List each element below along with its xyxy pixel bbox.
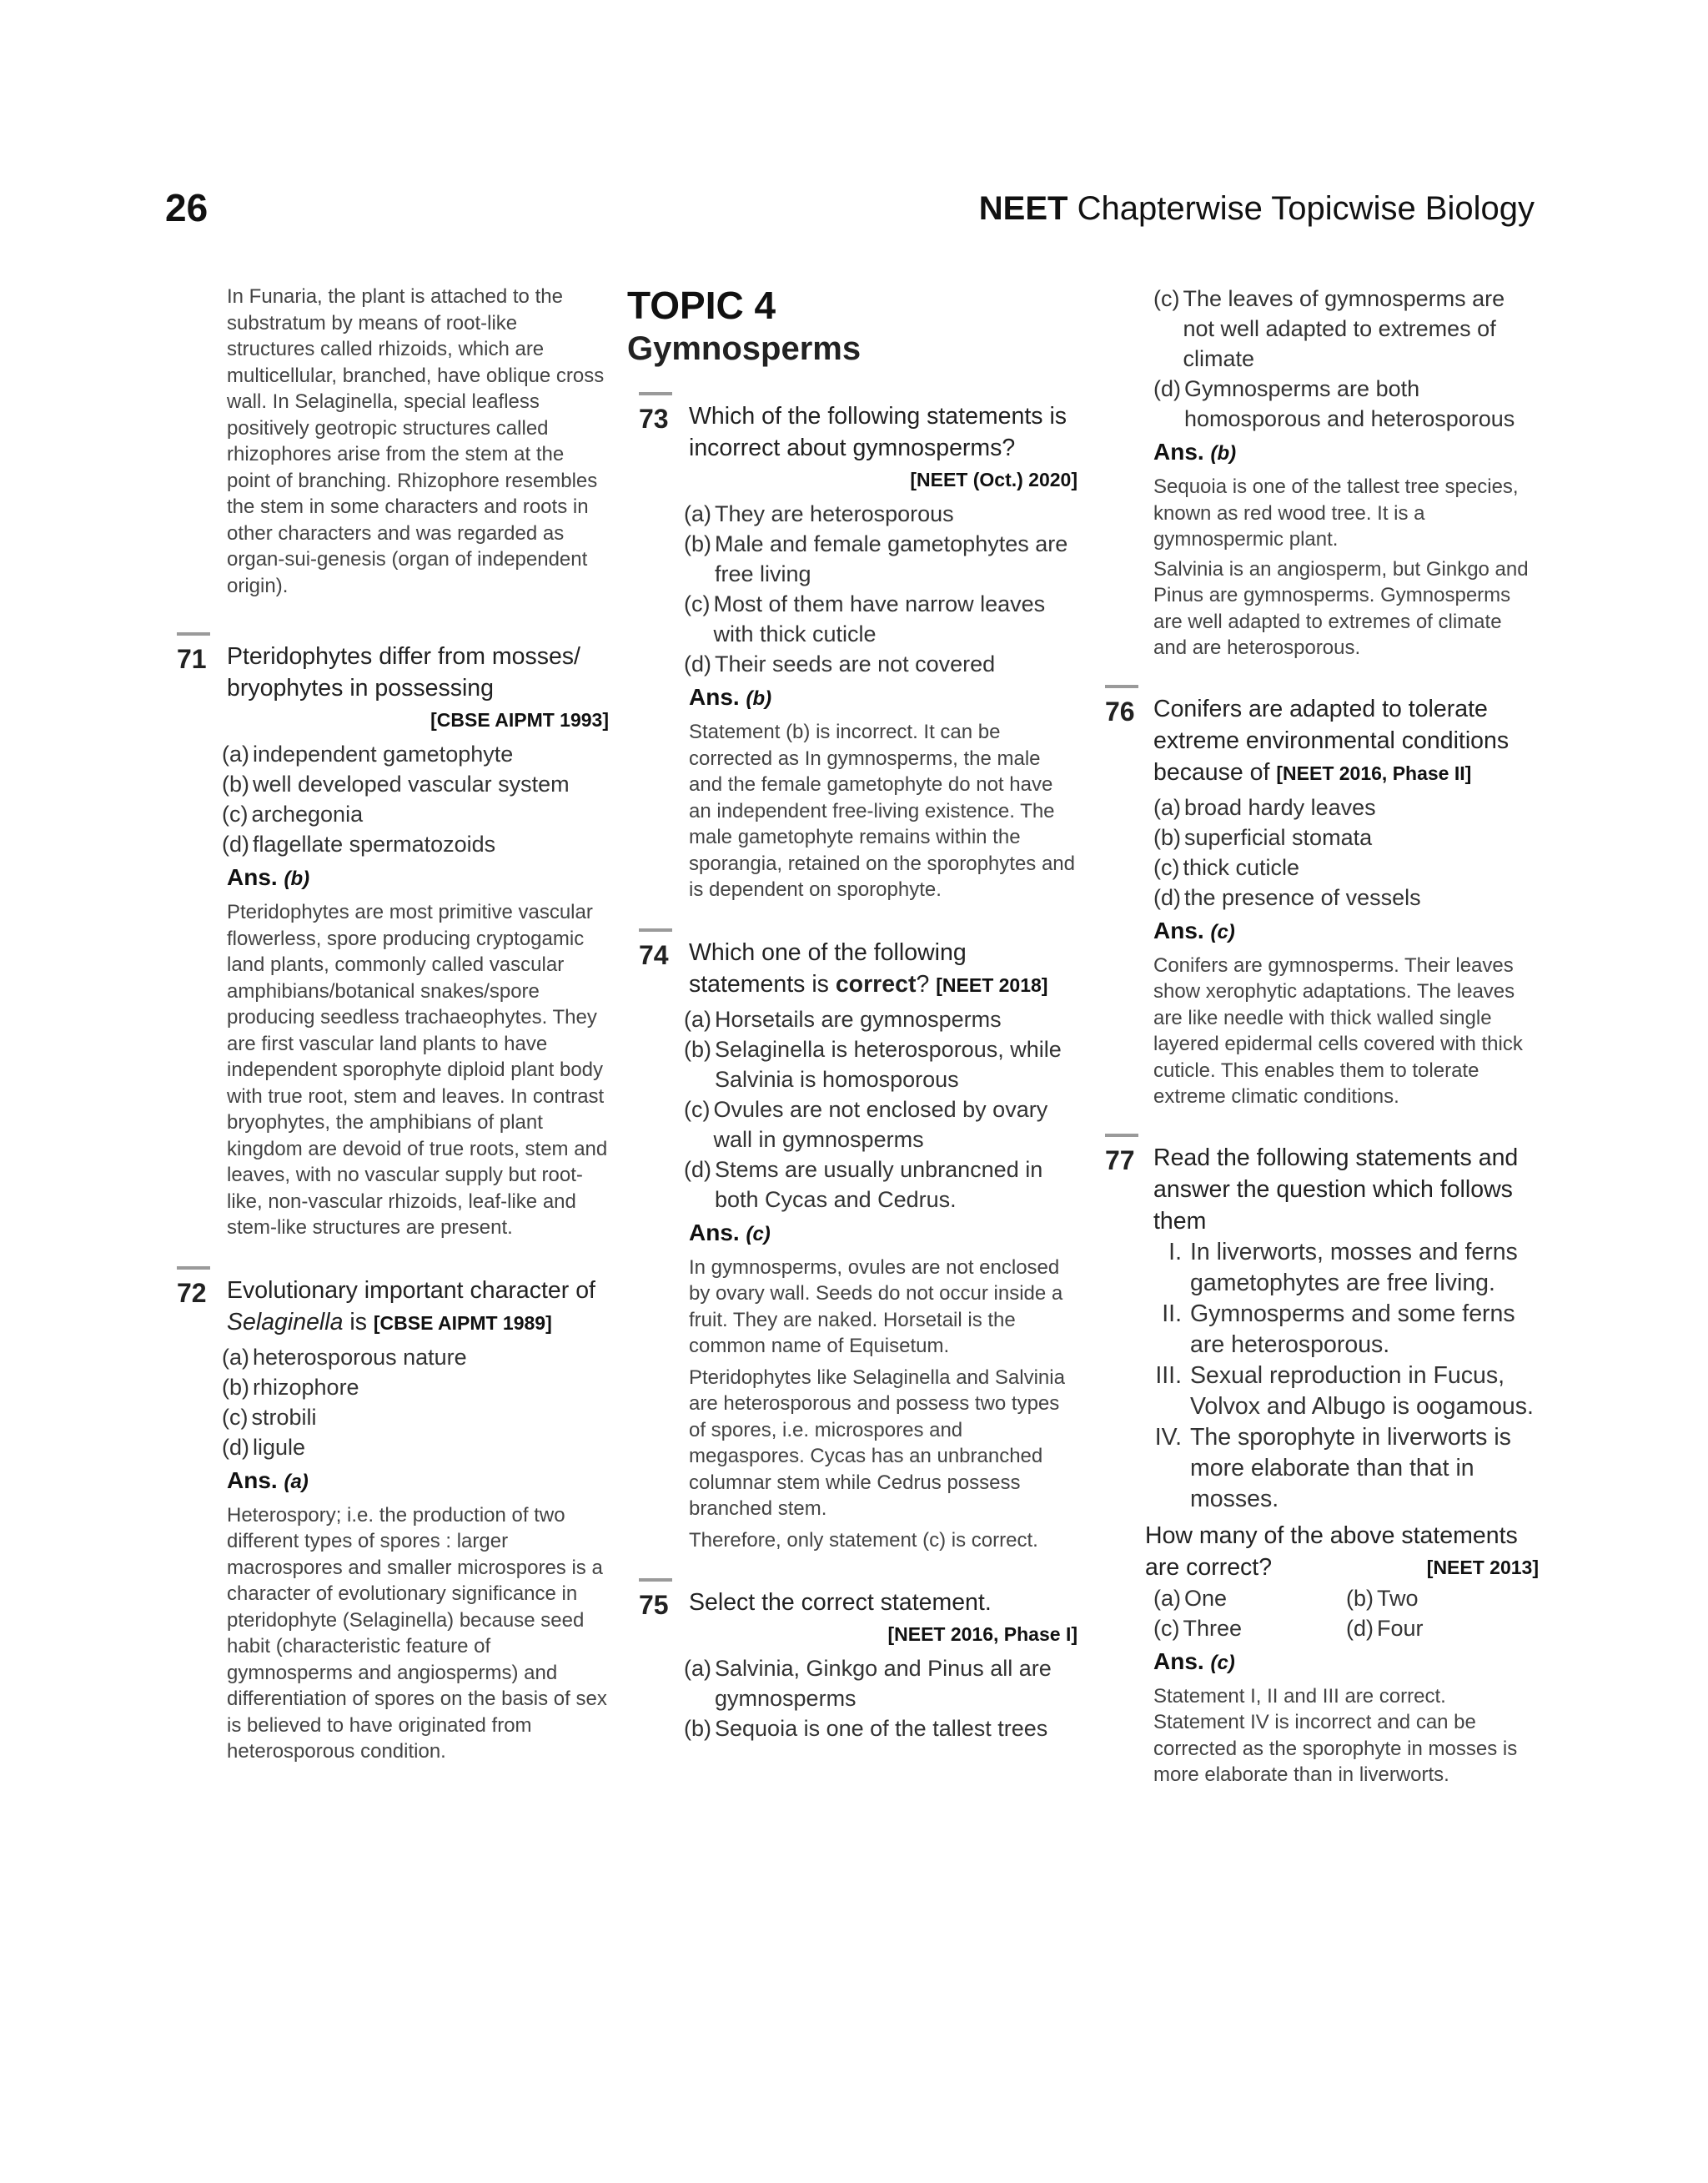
option-c: [222, 799, 609, 829]
option-label: (b): [684, 531, 711, 556]
option-d: [1153, 374, 1539, 434]
option-text: independent gametophyte: [253, 742, 514, 767]
question-text-body: Conifers are adapted to tolerate extreme environmental conditions because of: [1153, 695, 1510, 786]
option-d: [1153, 883, 1539, 913]
option-b: [684, 1713, 1078, 1743]
answer-explanation-3: Therefore, only statement (c) is correct.: [689, 1528, 1038, 1552]
question-text: [1153, 685, 1539, 789]
option-label: (b): [684, 1036, 711, 1062]
answer: [1153, 918, 1539, 944]
question-text: [689, 928, 1078, 1001]
option-a: [684, 499, 1078, 529]
topic-subtitle: Gymnosperms: [627, 330, 862, 367]
answer-label: Ans.: [1153, 1647, 1204, 1674]
option-a: [684, 1004, 1078, 1034]
option-b: [222, 1372, 609, 1402]
option-b: [684, 529, 1078, 589]
question-77: [1105, 1134, 1539, 1788]
question-prompt: [1145, 1515, 1539, 1583]
option-label: (a): [222, 742, 249, 767]
option-c: [1153, 284, 1539, 374]
intro-explanation: In Funaria, the plant is attached to the substratum by means of root-like structures called rhizoids, which are multicellular, branched, have oblique cross wall. In Selaginella, special leafless positively geotropic structures called rhizophores arise from the stem at the point of branching. Rhizophore resembles the stem in some characters and roots in other characters and was regarded as organ-sui-genesis (organ of independent origin).: [227, 285, 605, 597]
option-b: [1153, 822, 1539, 853]
option-a: [1153, 792, 1539, 822]
question-75: [627, 1578, 1078, 1743]
answer-explanation: Heterospory; i.e. the production of two different types of spores : larger macrospores and smaller microspores is a character of evolutionary significance in pteridophyte (Selaginella) because seed habit (characteristic feature of gymnosperms and angiosperms) and differentiation of spores on the basis of sex is believed to have originated from heterosporous condition.: [227, 1503, 607, 1763]
statement-text: Gymnosperms and some ferns are heterosporous.: [1190, 1300, 1515, 1358]
statement-text: In liverworts, mosses and ferns gametophytes are free living.: [1190, 1238, 1518, 1296]
statement-1: [1138, 1237, 1539, 1299]
option-a: [222, 1342, 609, 1372]
statement-3: [1138, 1361, 1539, 1422]
topic-title: TOPIC 4: [627, 284, 776, 327]
option-text: Horsetails are gymnosperms: [715, 1006, 1002, 1032]
option-text: archegonia: [251, 802, 364, 827]
option-label: (d): [684, 651, 711, 677]
question-number: 71: [177, 644, 207, 674]
options: [684, 1653, 1078, 1743]
option-text: The leaves of gymnosperms are not well adapted to extremes of climate: [1183, 286, 1505, 371]
question-source: [NEET 2016, Phase II]: [1276, 762, 1472, 784]
options: [1153, 284, 1539, 434]
question-number: 77: [1105, 1144, 1135, 1175]
options: [1153, 1583, 1539, 1643]
option-text: flagellate spermatozoids: [253, 832, 496, 857]
question-text: [227, 632, 609, 736]
option-label: (b): [222, 1374, 249, 1400]
option-text: One: [1184, 1585, 1228, 1611]
answer-value: (c): [1210, 920, 1235, 943]
option-text: strobili: [251, 1404, 317, 1430]
middle-column: [627, 284, 1078, 1743]
option-label: (c): [1153, 286, 1180, 311]
question-number: 73: [639, 404, 669, 434]
option-label: (a): [684, 1006, 711, 1032]
option-d: [1346, 1613, 1539, 1643]
option-text: broad hardy leaves: [1184, 794, 1376, 820]
option-a: [222, 739, 609, 769]
answer: [1153, 439, 1539, 465]
option-label: (d): [1153, 884, 1181, 910]
option-text: Ovules are not enclosed by ovary wall in gymnosperms: [713, 1096, 1048, 1152]
option-label: (d): [222, 1434, 249, 1460]
option-text: Two: [1377, 1585, 1419, 1611]
statement-text: Sexual reproduction in Fucus, Volvox and Albugo is oogamous.: [1190, 1361, 1534, 1420]
option-label: (b): [1346, 1585, 1374, 1611]
statement-4: [1138, 1422, 1539, 1515]
option-label: (a): [1153, 794, 1181, 820]
question-text-a: Evolutionary important character of: [227, 1276, 595, 1304]
option-label: (d): [1346, 1615, 1374, 1641]
option-text: Most of them have narrow leaves with thick cuticle: [713, 591, 1046, 646]
statement-text: The sporophyte in liverworts is more elaborate than that in mosses.: [1190, 1423, 1511, 1512]
option-label: (c): [222, 1404, 249, 1430]
statement-list: [1138, 1237, 1539, 1515]
option-text: Sequoia is one of the tallest trees: [715, 1716, 1048, 1741]
answer-value: (c): [1210, 1651, 1235, 1674]
option-label: (c): [1153, 1615, 1180, 1641]
question-source: [NEET 2016, Phase I]: [887, 1623, 1078, 1645]
option-label: (c): [1153, 854, 1180, 880]
answer-explanation: Conifers are gymnosperms. Their leaves show xerophytic adaptations. The leaves are like needle with thick walled single layered epidermal cells covered with thick cuticle. This enables them to tolerate extreme climatic conditions.: [1153, 953, 1523, 1108]
answer-explanation: Statement I, II and III are correct. Statement IV is incorrect and can be corrected as the sporophyte in mosses is more elaborate than in liverworts.: [1153, 1684, 1518, 1786]
answer-explanation-2: Pteridophytes like Selaginella and Salvinia are heterosporous and possess two types of spores, i.e. microspores and megaspores. Cycas has an unbranched columnar stem while Cedrus possess branched stem.: [689, 1366, 1065, 1520]
running-head-bold: NEET: [978, 190, 1068, 227]
question-source: [CBSE AIPMT 1993]: [430, 709, 609, 731]
option-label: (a): [684, 1656, 711, 1681]
question-76: [1105, 685, 1539, 1110]
question-73: [627, 392, 1078, 903]
option-text: Male and female gametophytes are free living: [715, 531, 1068, 586]
option-text: Salvinia, Ginkgo and Pinus all are gymnosperms: [715, 1656, 1052, 1711]
option-a: [1153, 1583, 1346, 1613]
question-text-body: Select the correct statement.: [689, 1589, 992, 1616]
option-text: Three: [1183, 1615, 1243, 1641]
right-column: [1105, 284, 1539, 1788]
answer-explanation-1: In gymnosperms, ovules are not enclosed by ovary wall. Seeds do not occur inside a fruit. They are naked. Horsetail is the common name of Equisetum.: [689, 1255, 1063, 1357]
option-b: [222, 769, 609, 799]
question-bar: [177, 1266, 210, 1270]
option-text: thick cuticle: [1183, 854, 1300, 880]
option-text: Selaginella is heterosporous, while Salvinia is homosporous: [715, 1036, 1062, 1092]
option-text: Stems are usually unbrancned in both Cycas and Cedrus.: [715, 1156, 1043, 1212]
options: [1153, 792, 1539, 913]
page-number: 26: [165, 186, 208, 229]
option-a: [684, 1653, 1078, 1713]
left-column: [165, 284, 609, 1765]
option-c: [684, 589, 1078, 649]
question-text-body: Which of the following statements is incorrect about gymnosperms?: [689, 403, 1068, 461]
answer-label: Ans.: [689, 1219, 740, 1245]
answer-label: Ans.: [689, 684, 740, 710]
option-label: (d): [1153, 376, 1181, 401]
answer-explanation-2: Salvinia is an angiosperm, but Ginkgo and Pinus are gymnosperms. Gymnosperms are well adapted to extremes of climate and are heterosporous.: [1153, 557, 1529, 659]
question-text-bold: correct: [835, 970, 917, 998]
question-bar: [639, 392, 672, 395]
question-source: [NEET (Oct.) 2020]: [910, 469, 1078, 490]
option-b: [1346, 1583, 1539, 1613]
option-label: (c): [222, 802, 249, 827]
option-c: [684, 1094, 1078, 1154]
answer-explanation: Statement (b) is incorrect. It can be corrected as In gymnosperms, the male and the female gametophyte do not have an independent free-living existence. The male gametophyte remains within the sporangia, retained on the sporophytes and is dependent on sporophyte.: [689, 721, 1075, 901]
statement-label: II.: [1162, 1300, 1182, 1327]
options: [684, 1004, 1078, 1215]
question-source: [NEET 2018]: [936, 973, 1048, 996]
question-number: 75: [639, 1590, 669, 1620]
question-bar: [639, 1578, 672, 1582]
answer-explanation-1: Sequoia is one of the tallest tree species, known as red wood tree. It is a gymnospermic plant.: [1153, 475, 1519, 551]
answer-explanation: Pteridophytes are most primitive vascular flowerless, spore producing cryptogamic land plants, commonly called vascular amphibians/botanical snakes/spore producing seedless trachaeophytes. They are first vascular land plants to have independent sporophyte diploid plant body with true root, stem and leaves. In contrast bryophytes, the amphibians of plant kingdom are devoid of true roots, stem and leaves, with no vascular supply but root-like, non-vascular rhizoids, leaf-like and stem-like structures are present.: [227, 901, 608, 1239]
question-text-a: Which one of the following statements is: [689, 938, 967, 998]
option-d: [684, 649, 1078, 679]
answer-label: Ans.: [227, 864, 278, 890]
answer-label: Ans.: [227, 1466, 278, 1493]
option-label: (c): [684, 591, 711, 616]
option-text: rhizophore: [253, 1374, 359, 1400]
option-d: [222, 829, 609, 859]
option-label: (c): [684, 1096, 711, 1122]
option-label: (d): [222, 832, 249, 857]
question-bar: [1105, 1134, 1138, 1137]
question-bar: [639, 928, 672, 932]
statement-label: I.: [1168, 1238, 1182, 1265]
question-text-body: Pteridophytes differ from mosses/ bryophytes in possessing: [227, 643, 580, 702]
option-d: [684, 1154, 1078, 1215]
question-bar: [1105, 685, 1138, 688]
option-text: superficial stomata: [1184, 824, 1373, 850]
question-74: [627, 928, 1078, 1554]
answer-label: Ans.: [1153, 917, 1204, 943]
option-label: (b): [1153, 824, 1181, 850]
question-number: 72: [177, 1277, 207, 1308]
option-text: Four: [1377, 1615, 1424, 1641]
statement-label: IV.: [1154, 1423, 1182, 1451]
option-text: heterosporous nature: [253, 1344, 467, 1370]
question-text-b: is: [343, 1308, 374, 1335]
question-number: 76: [1105, 696, 1135, 727]
options: [222, 739, 609, 859]
question-prompt-text: How many of the above statements are correct?: [1145, 1522, 1518, 1581]
question-text: Read the following statements and answer the question which follows them: [1153, 1144, 1519, 1235]
option-c: [222, 1402, 609, 1432]
answer: [689, 684, 1078, 711]
option-text: Their seeds are not covered: [715, 651, 996, 677]
option-text: ligule: [253, 1434, 306, 1460]
option-label: (b): [222, 772, 249, 797]
option-d: [222, 1432, 609, 1462]
answer-value: (b): [1210, 442, 1237, 465]
option-text: the presence of vessels: [1184, 884, 1421, 910]
option-label: (d): [684, 1156, 711, 1182]
option-label: (a): [222, 1344, 249, 1370]
answer-value: (b): [284, 868, 310, 890]
question-text: [227, 1266, 609, 1339]
question-text: [689, 392, 1078, 495]
answer-value: (a): [284, 1470, 309, 1493]
question-source: [CBSE AIPMT 1989]: [373, 1311, 552, 1334]
question-number: 74: [639, 939, 669, 970]
answer: [1153, 1648, 1539, 1675]
question-source: [NEET 2013]: [1426, 1556, 1539, 1578]
question-text-b: ?: [916, 970, 937, 998]
option-label: (a): [1153, 1585, 1181, 1611]
options: [684, 499, 1078, 679]
option-c: [1153, 853, 1539, 883]
answer: [689, 1220, 1078, 1246]
option-text: Gymnosperms are both homosporous and heterosporous: [1184, 376, 1515, 431]
option-label: (a): [684, 501, 711, 526]
option-c: [1153, 1613, 1346, 1643]
option-text: They are heterosporous: [715, 501, 954, 526]
question-72: [165, 1266, 609, 1765]
statement-label: III.: [1155, 1361, 1182, 1389]
option-label: (b): [684, 1716, 711, 1741]
statement-2: [1138, 1299, 1539, 1361]
option-b: [684, 1034, 1078, 1094]
answer: [227, 1467, 609, 1494]
question-75-continued: [1105, 284, 1539, 661]
answer-value: (b): [746, 687, 772, 710]
question-text-italic: Selaginella: [227, 1308, 344, 1335]
question-71: [165, 632, 609, 1241]
running-head-rest: Chapterwise Topicwise Biology: [1068, 190, 1535, 227]
question-text: [689, 1578, 1078, 1650]
question-bar: [177, 632, 210, 636]
answer-label: Ans.: [1153, 439, 1204, 465]
options: [222, 1342, 609, 1462]
answer-value: (c): [746, 1222, 771, 1245]
option-text: well developed vascular system: [253, 772, 570, 797]
running-head: [979, 190, 1535, 228]
answer: [227, 864, 609, 891]
